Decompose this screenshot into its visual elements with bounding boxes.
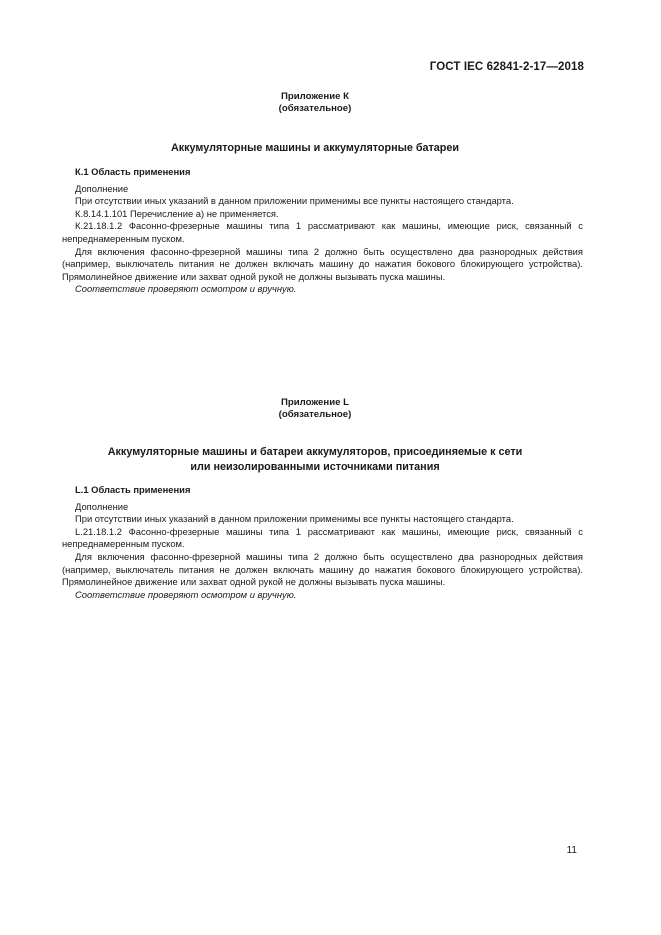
annex-l-paragraph: При отсутствии иных указаний в данном приложении применимы все пункты настоящего стандарта. xyxy=(75,513,514,525)
annex-l-title xyxy=(0,445,630,474)
annex-k-clause-heading: К.1 Область применения xyxy=(75,166,191,177)
annex-k-compliance-note: Соответствие проверяют осмотром и вручную. xyxy=(75,283,297,295)
annex-l-paragraph: Дополнение xyxy=(75,500,129,512)
annex-l-paragraph: L.21.18.1.2 Фасонно-фрезерные машины типа 1 рассматривают как машины, имеющие риск, связанный с непреднамеренным пуском. xyxy=(62,525,583,550)
annex-l-status: (обязательное) xyxy=(278,409,352,420)
annex-l-clause-heading: L.1 Область применения xyxy=(75,484,191,495)
annex-k-status: (обязательное) xyxy=(278,103,352,114)
standard-code-header: ГОСТ IEC 62841-2-17—2018 xyxy=(429,61,584,73)
annex-k-paragraph: К.21.18.1.2 Фасонно-фрезерные машины типа 1 рассматривают как машины, имеющие риск, связанный с непреднамеренным пуском. xyxy=(62,220,583,244)
annex-k-paragraph: Для включения фасонно-фрезерной машины типа 2 должно быть осуществлено два разнородных действия (например, выключатель питания не должен включать машину до нажатия бокового блокирующего устройства). Прямолинейное движение или захват одной рукой не должны вызывать пуска машины. xyxy=(62,245,583,282)
annex-k-label: Приложение К xyxy=(281,91,349,102)
annex-k-paragraph: При отсутствии иных указаний в данном приложении применимы все пункты настоящего стандарта. xyxy=(75,195,514,207)
annex-l-paragraph: Для включения фасонно-фрезерной машины типа 2 должно быть осуществлено два разнородных действия (например, выключатель питания не должен включать машину до нажатия бокового блокирующего устройства). Прямолинейное движение или захват одной рукой не должны вызывать пуска машины. xyxy=(62,550,583,588)
annex-l-title-line2: или неизолированными источниками питания xyxy=(190,460,440,473)
annex-l-label: Приложение L xyxy=(281,397,349,408)
annex-l-title-line1: Аккумуляторные машины и батареи аккумуляторов, присоединяемые к сети xyxy=(107,446,523,458)
annex-k-body xyxy=(62,166,583,296)
annex-l-body xyxy=(62,484,583,601)
annex-k-paragraph: К.8.14.1.101 Перечисление а) не применяется. xyxy=(75,207,279,219)
annex-k-paragraph: Дополнение xyxy=(75,182,129,194)
annex-k-title: Аккумуляторные машины и аккумуляторные батареи xyxy=(170,142,460,154)
page-number: 11 xyxy=(566,845,577,856)
annex-l-heading xyxy=(0,397,630,421)
annex-l-compliance-note: Соответствие проверяют осмотром и вручную. xyxy=(75,588,297,600)
annex-k-heading xyxy=(0,91,630,115)
